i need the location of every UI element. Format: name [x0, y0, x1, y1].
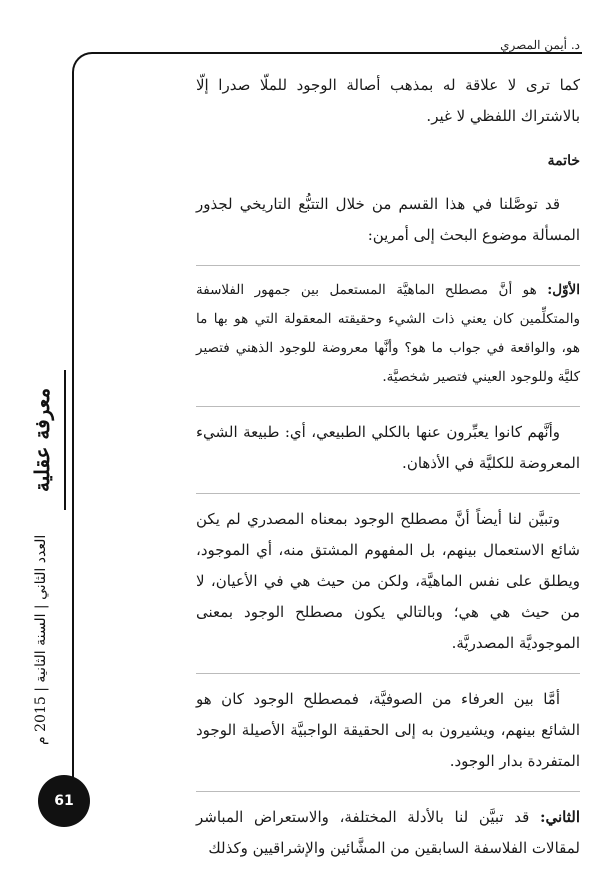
paragraph: أمَّا بين العرفاء من الصوفيَّة، فمصطلح الوجود كان هو الشائع بينهم، ويشيرون به إلى الحقيقة الواجبيَّة الأصيلة الوجود المتفردة بدار الوجود.	[196, 690, 580, 770]
divider	[196, 265, 580, 266]
paragraph-text: قد تبيَّن لنا بالأدلة المختلفة، والاستعراض المباشر لمقالات الفلاسفة السابقين من المشَّائين والإشراقيين وكذلك	[196, 808, 580, 857]
paragraph: وتبيَّن لنا أيضاً أنَّ مصطلح الوجود بمعناه المصدري لم يكن شائع الاستعمال بينهم، بل المفهوم المشتق منه، أي الموجود، ويطلق على نفس الماهيَّة، ولكن من حيث هي في الأعيان، لا من حيث هي هي؛ وبالتالي يكون مصطلح الوجود بمعنى الموجوديَّة المصدريَّة.	[196, 510, 580, 652]
author-name: د. أيمن المصري	[500, 38, 580, 52]
paragraph	[196, 802, 580, 864]
margin-rule	[72, 72, 74, 812]
paragraph: قد توصَّلنا في هذا القسم من خلال التتبُّع التاريخي لجذور المسألة موضوع البحث إلى أمرين:	[196, 195, 580, 244]
divider	[196, 673, 580, 674]
paragraph: كما ترى لا علاقة له بمذهب أصالة الوجود للملّا صدرا إلّا بالاشتراك اللفظي لا غير.	[196, 76, 580, 125]
frame-corner	[72, 52, 96, 76]
issue-info: العدد الثاني | السنة الثانية | 2015 م	[33, 534, 49, 746]
divider	[196, 406, 580, 407]
paragraph: وأنَّهم كانوا يعبِّرون عنها بالكلي الطبيعي، أي: طبيعة الشيء المعروضة للكليَّة في الأذهان.	[196, 423, 580, 472]
divider	[196, 791, 580, 792]
paragraph-text: هو أنَّ مصطلح الماهيَّة المستعمل بين جمهور الفلاسفة والمتكلِّمين كان يعني ذات الشيء وحقيقته المعقولة التي هو بها ما هو، والواقعة في جواب ما هو؟ وأنَّها معروضة للوجود الذهني فتصير كليَّة وللوجود العيني فتصير شخصيَّة.	[196, 282, 580, 385]
header-rule	[92, 52, 582, 54]
paragraph-lead: الأوّل:	[547, 282, 580, 298]
divider	[196, 493, 580, 494]
article-body	[196, 70, 580, 878]
paragraph	[196, 276, 580, 392]
section-heading: خاتمة	[547, 153, 580, 169]
journal-logo: معرفة عقلية	[20, 370, 66, 510]
page-number-badge: 61	[38, 775, 90, 827]
paragraph-lead: الثاني:	[539, 808, 580, 826]
